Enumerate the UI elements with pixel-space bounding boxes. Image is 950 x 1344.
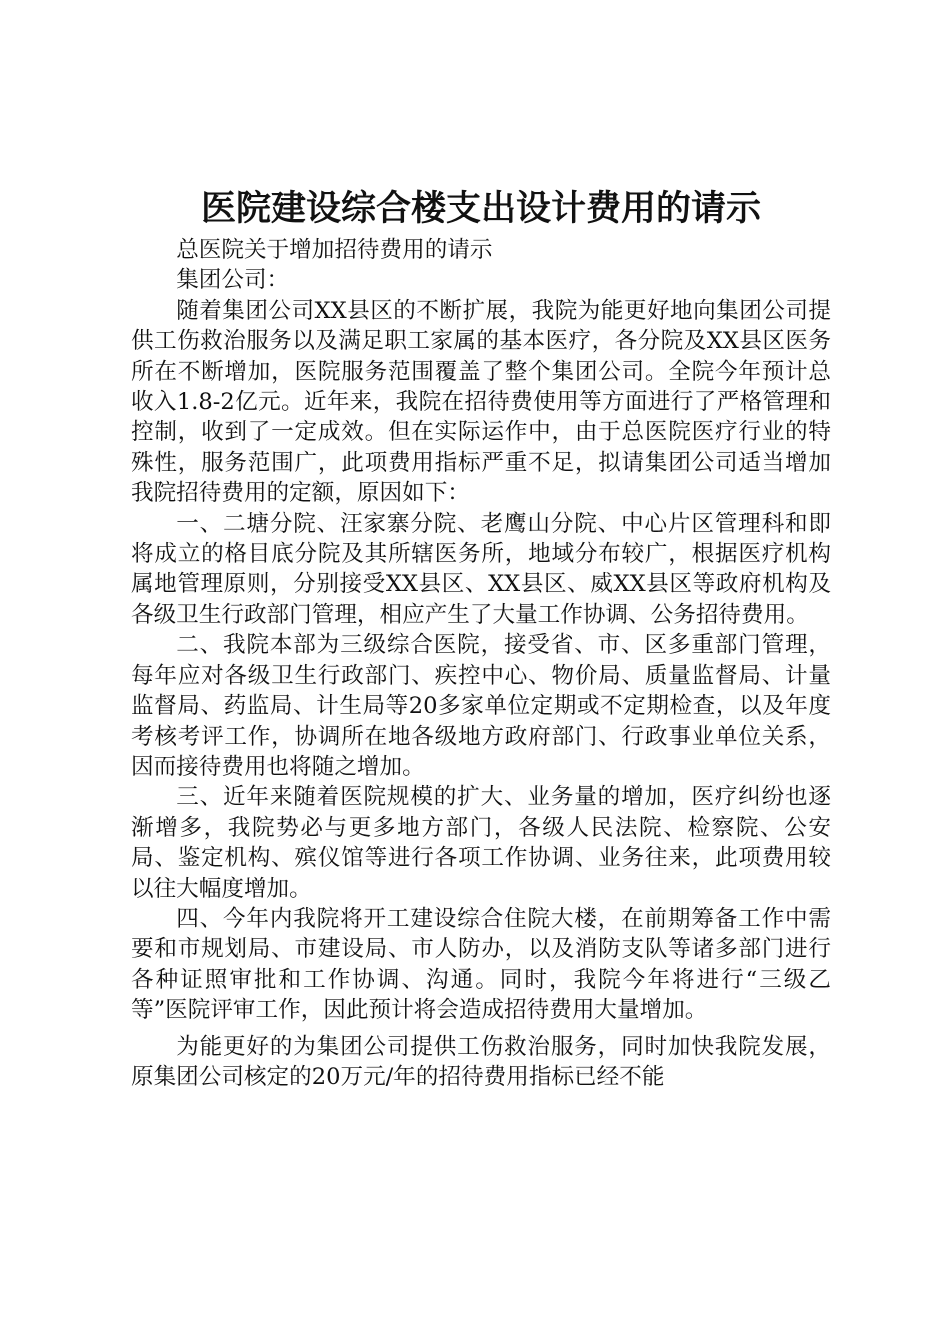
paragraph-reason-2: 二、我院本部为三级综合医院，接受省、市、区多重部门管理，每年应对各级卫生行政部门、疾控中心、物价局、质量监督局、计量监督局、药监局、计生局等20多家单位定期或不定期检查，以及年度考核考评工作，协调所在地各级地方政府部门、行政事业单位关系，因而接待费用也将随之增加。 — [131, 632, 831, 780]
document-title: 医院建设综合楼支出设计费用的请示 — [200, 189, 761, 229]
paragraph-conclusion: 为能更好的为集团公司提供工伤救治服务，同时加快我院发展，原集团公司核定的20万元/年的招待费用指标已经不能 — [131, 1033, 831, 1090]
document-page — [131, 185, 831, 1092]
paragraph-reason-4: 四、今年内我院将开工建设综合住院大楼，在前期筹备工作中需要和市规划局、市建设局、市人防办，以及消防支队等诸多部门进行各种证照审批和工作协调、沟通。同时，我院今年将进行“三级乙等”医院评审工作，因此预计将会造成招待费用大量增加。 — [131, 905, 831, 1024]
paragraph-subject: 总医院关于增加招待费用的请示 — [176, 237, 493, 263]
paragraph-reason-3: 三、近年来随着医院规模的扩大、业务量的增加，医疗纠纷也逐渐增多，我院势必与更多地方部门，各级人民法院、检察院、公安局、鉴定机构、殡仪馆等进行各项工作协调、业务往来，此项费用较以往大幅度增加。 — [131, 784, 831, 902]
paragraph-salutation: 集团公司： — [176, 267, 290, 294]
paragraph-intro: 随着集团公司XX县区的不断扩展，我院为能更好地向集团公司提供工伤救治服务以及满足职工家属的基本医疗，各分院及XX县区医务所在不断增加，医院服务范围覆盖了整个集团公司。全院今年预计总收入1.8-2亿元。近年来，我院在招待费使用等方面进行了严格管理和控制，收到了一定成效。但在实际运作中，由于总医院医疗行业的特殊性，服务范围广，此项费用指标严重不足，拟请集团公司适当增加我院招待费用的定额，原因如下： — [131, 297, 831, 507]
paragraph-reason-1: 一、二塘分院、汪家寨分院、老鹰山分院、中心片区管理科和即将成立的格目底分院及其所辖医务所，地域分布较广，根据医疗机构属地管理原则，分别接受XX县区、XX县区、威XX县区等政府机构及各级卫生行政部门管理，相应产生了大量工作协调、公务招待费用。 — [131, 510, 831, 628]
